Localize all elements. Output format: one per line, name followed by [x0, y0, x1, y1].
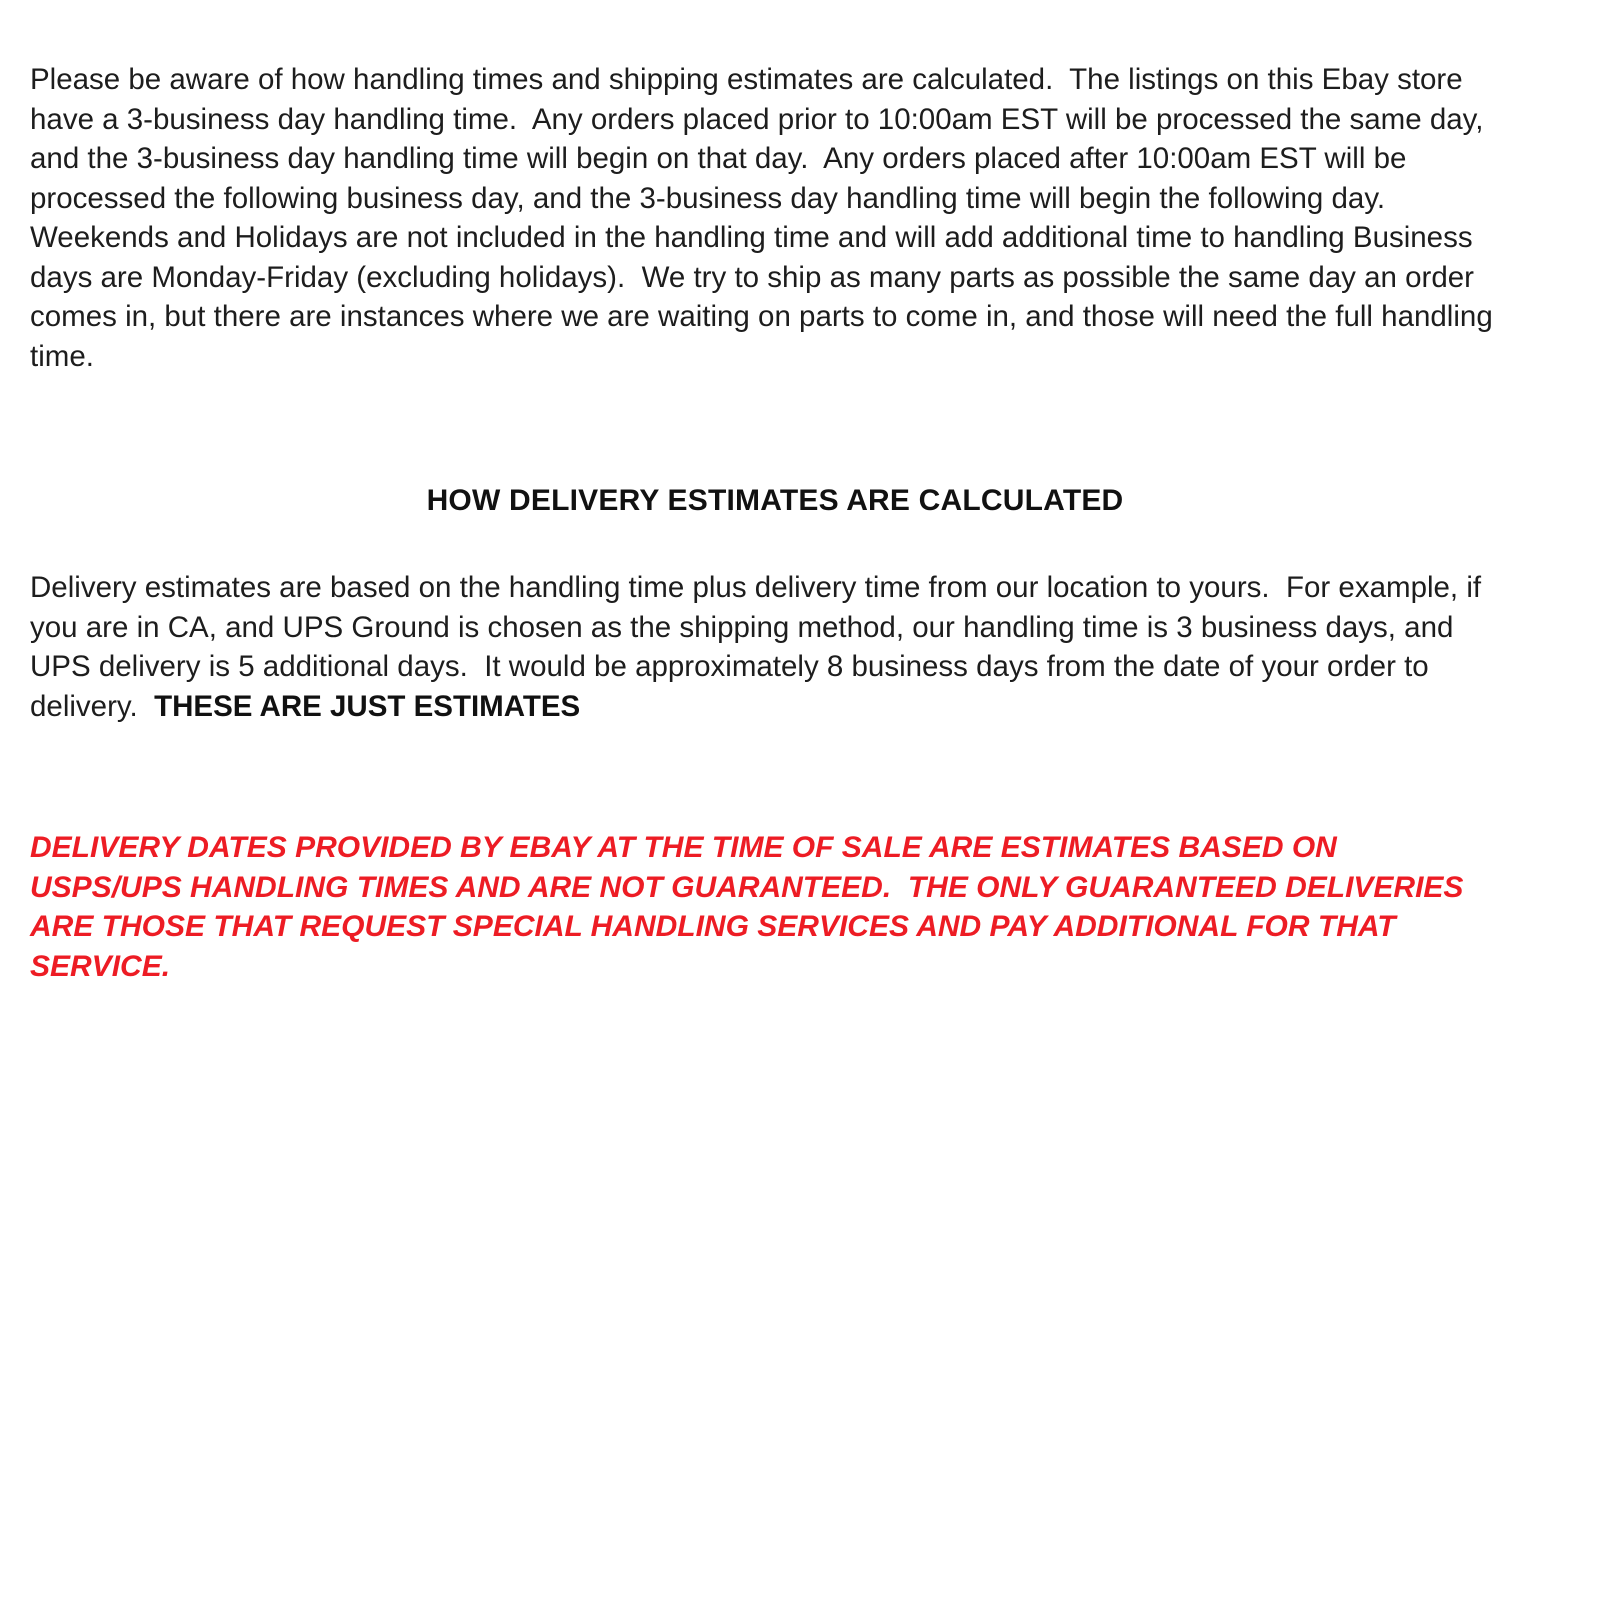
section-heading: HOW DELIVERY ESTIMATES ARE CALCULATED — [426, 484, 1124, 517]
intro-paragraph: Please be aware of how handling times and shipping estimates are calculated. The listings on this Ebay store have a 3-business day handling time. Any orders placed prior to 10:00am EST will be processed the same day, and the 3-business day handling time will begin on that day. Any orders placed after 10:00am EST will be processed the following business day, and the 3-business day handling time will begin the following day. Weekends and Holidays are not included in the handling time and will add additional time to handling Business days are Monday-Friday (excluding holidays). We try to ship as many parts as possible the same day an order comes in, but there are instances where we are waiting on parts to come in, and those will need the full handling time. — [30, 63, 1501, 373]
estimates-text: Delivery estimates are based on the handling time plus delivery time from our location to yours. For example, if you are in CA, and UPS Ground is chosen as the shipping method, our handling time is 3 business days, and UPS delivery is 5 additional days. It would be approximately 8 business days from the date of your order to delivery. — [30, 571, 1490, 723]
disclaimer-paragraph: DELIVERY DATES PROVIDED BY EBAY AT THE TIME OF SALE ARE ESTIMATES BASED ON USPS/UPS HANDLING TIMES AND ARE NOT GUARANTEED. THE ONLY GUARANTEED DELIVERIES ARE THOSE THAT REQUEST SPECIAL HANDLING SERVICES AND PAY ADDITIONAL FOR THAT SERVICE. — [30, 831, 1471, 983]
document-content — [30, 60, 1520, 986]
estimates-paragraph — [30, 568, 1520, 726]
estimates-emphasis: THESE ARE JUST ESTIMATES — [154, 689, 581, 723]
